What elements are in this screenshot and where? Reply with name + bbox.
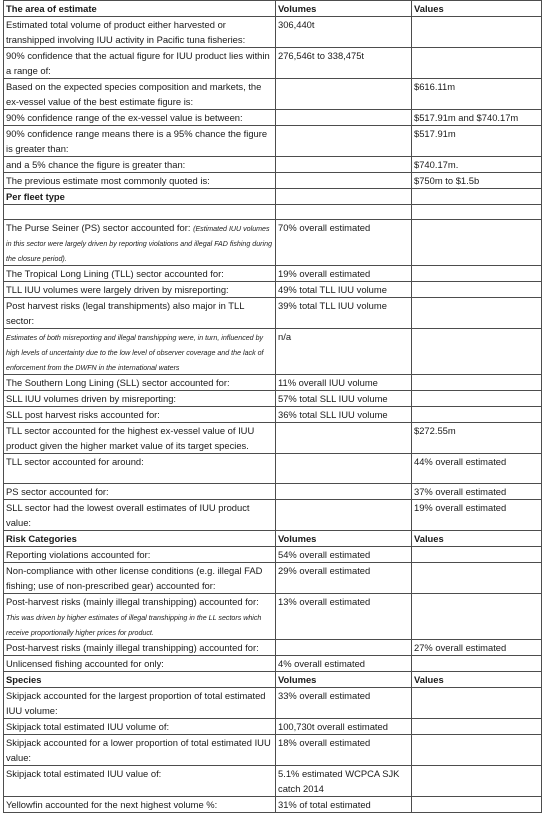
estimate-cell [4,531,276,547]
estimate-cell [4,329,276,375]
volume-cell [276,500,412,531]
value-cell [412,391,542,407]
value-cell [412,110,542,126]
estimate-cell [4,797,276,813]
estimate-text: Species [6,674,42,685]
table-row [4,110,542,126]
estimate-cell [4,79,276,110]
estimate-text: Post harvest risks (legal transhipments) also major in TLL sector: [6,300,245,326]
volume-cell [276,735,412,766]
volume-text: 4% overall estimated [278,658,366,669]
volume-cell [276,79,412,110]
estimate-cell [4,220,276,266]
estimate-cell [4,266,276,282]
estimate-text: Skipjack accounted for a lower proportion of total estimated IUU value: [6,737,271,763]
value-text: $750m to $1.5b [414,175,480,186]
estimate-cell [4,423,276,454]
table-row [4,391,542,407]
volume-text: Volumes [278,3,317,14]
volume-cell [276,656,412,672]
volume-cell [276,688,412,719]
estimate-cell [4,547,276,563]
value-cell [412,594,542,640]
volume-cell [276,594,412,640]
volume-text: 70% overall estimated [278,222,371,233]
volume-text: 39% total TLL IUU volume [278,300,387,311]
table-row [4,688,542,719]
volume-cell [276,672,412,688]
volume-text: 18% overall estimated [278,737,371,748]
estimate-cell [4,672,276,688]
volume-cell [276,391,412,407]
volume-text: 276,546t to 338,475t [278,50,365,61]
volume-text: 13% overall estimated [278,596,371,607]
table-row [4,157,542,173]
estimate-text: Per fleet type [6,191,65,202]
estimate-cell [4,484,276,500]
estimate-cell [4,563,276,594]
estimate-text: Risk Categories [6,533,77,544]
volume-cell [276,282,412,298]
volume-text: 19% overall estimated [278,268,371,279]
table-row [4,640,542,656]
volume-text: 306,440t [278,19,315,30]
table-row [4,407,542,423]
estimate-text: SLL post harvest risks accounted for: [6,409,160,420]
value-cell [412,17,542,48]
footnote-text: This was driven by higher estimates of illegal transhipping in the LL sectors which receive proportionally higher prices for product. [6,614,262,637]
table-row [4,454,542,484]
table-row [4,329,542,375]
volume-text: 100,730t overall estimated [278,721,388,732]
value-cell [412,766,542,797]
iuu-estimates-table [3,0,542,813]
value-text: 44% overall estimated [414,456,507,467]
volume-cell [276,484,412,500]
estimate-text: The Southern Long Lining (SLL) sector accounted for: [6,377,230,388]
value-text: 37% overall estimated [414,486,507,497]
value-cell [412,126,542,157]
estimate-text: Yellowfin accounted for the next highest volume %: [6,799,218,810]
estimate-cell [4,407,276,423]
value-cell [412,282,542,298]
estimate-text: The Purse Seiner (PS) sector accounted for: [6,222,191,233]
volume-text: 29% overall estimated [278,565,371,576]
estimate-cell [4,688,276,719]
estimate-cell [4,454,276,484]
estimate-cell [4,298,276,329]
table-row [4,766,542,797]
section-header-row [4,531,542,547]
value-text: 19% overall estimated [414,502,507,513]
value-cell [412,531,542,547]
estimate-cell [4,640,276,656]
volume-cell [276,563,412,594]
table-row [4,719,542,735]
estimate-text: 90% confidence range of the ex-vessel value is between: [6,112,243,123]
table-row [4,17,542,48]
volume-text: 31% of total estimated [278,799,371,810]
table-row [4,79,542,110]
estimate-text: TLL sector accounted for the highest ex-vessel value of IUU product given the higher market value of its target species. [6,425,255,451]
value-text: $517.91m and $740.17m [414,112,519,123]
estimate-cell [4,282,276,298]
table-row [4,205,542,220]
estimate-text: Non-compliance with other license conditions (e.g. illegal FAD fishing; use of non-prescribed gear) accounted for: [6,565,263,591]
value-cell [412,189,542,205]
estimate-text: Skipjack accounted for the largest proportion of total estimated IUU volume: [6,690,266,716]
volume-text: 57% total SLL IUU volume [278,393,388,404]
table-row [4,797,542,813]
estimate-text: The previous estimate most commonly quoted is: [6,175,210,186]
value-cell [412,735,542,766]
volume-text: 33% overall estimated [278,690,371,701]
estimate-text: Skipjack total estimated IUU value of: [6,768,162,779]
estimate-cell [4,656,276,672]
value-cell [412,563,542,594]
estimate-text: Based on the expected species composition and markets, the ex-vessel value of the best estimate figure is: [6,81,262,107]
value-cell [412,157,542,173]
value-cell [412,375,542,391]
estimate-cell [4,48,276,79]
volume-cell [276,797,412,813]
estimate-text: SLL IUU volumes driven by misreporting: [6,393,177,404]
volume-cell [276,423,412,454]
estimate-cell [4,391,276,407]
table-row [4,594,542,640]
value-text: Values [414,533,444,544]
volume-cell [276,375,412,391]
estimate-cell [4,126,276,157]
estimate-text: and a 5% chance the figure is greater than: [6,159,186,170]
volume-text: Volumes [278,533,317,544]
volume-text: Volumes [278,674,317,685]
estimate-cell [4,205,276,220]
estimate-cell [4,766,276,797]
value-cell [412,407,542,423]
value-cell [412,173,542,189]
volume-text: 54% overall estimated [278,549,371,560]
value-text: $740.17m. [414,159,459,170]
table-row [4,563,542,594]
volume-cell [276,454,412,484]
value-cell [412,454,542,484]
table-row [4,282,542,298]
value-cell [412,547,542,563]
section-header-row [4,189,542,205]
estimate-text: 90% confidence that the actual figure for IUU product lies within a range of: [6,50,270,76]
volume-cell [276,110,412,126]
footnote-text: (Estimated IUU volumes in this sector were largely driven by reporting violations and illegal FAD fishing during the closure period). [6,225,273,263]
volume-cell [276,126,412,157]
estimate-text: Post-harvest risks (mainly illegal transhipping) accounted for: [6,642,259,653]
estimate-cell [4,17,276,48]
estimate-cell [4,594,276,640]
value-cell [412,266,542,282]
volume-cell [276,205,412,220]
value-cell [412,719,542,735]
value-cell [412,672,542,688]
estimate-text: 90% confidence range means there is a 95% chance the figure is greater than: [6,128,268,154]
estimate-cell [4,375,276,391]
table-row [4,375,542,391]
estimate-cell [4,1,276,17]
estimate-cell [4,500,276,531]
table-row [4,126,542,157]
volume-cell [276,407,412,423]
volume-cell [276,640,412,656]
estimate-cell [4,157,276,173]
estimate-text: Skipjack total estimated IUU volume of: [6,721,170,732]
table-row [4,298,542,329]
value-text: $517.91m [414,128,456,139]
value-cell [412,298,542,329]
volume-cell [276,719,412,735]
value-cell [412,423,542,454]
table-row [4,48,542,79]
table-row [4,484,542,500]
estimate-text: Unlicensed fishing accounted for only: [6,658,164,669]
value-text: Values [414,674,444,685]
value-cell [412,640,542,656]
estimate-text: The Tropical Long Lining (TLL) sector accounted for: [6,268,224,279]
table-row [4,547,542,563]
value-text: 27% overall estimated [414,642,507,653]
value-text: $272.55m [414,425,456,436]
section-header-row [4,1,542,17]
value-cell [412,48,542,79]
volume-text: 5.1% estimated WCPCA SJK catch 2014 [278,768,400,794]
estimate-text: Post-harvest risks (mainly illegal transhipping) accounted for: [6,596,259,607]
section-header-row [4,672,542,688]
volume-text: 11% overall IUU volume [278,377,378,388]
value-cell [412,329,542,375]
table-row [4,735,542,766]
estimate-text: SLL sector had the lowest overall estimates of IUU product value: [6,502,250,528]
volume-cell [276,189,412,205]
value-text: Values [414,3,444,14]
volume-cell [276,266,412,282]
estimate-text: Estimates of both misreporting and illegal transhipping were, in turn, influenced by high levels of uncertainty due to the low level of observer coverage and the lack of enforcement from the DWFN in the international waters [6,334,264,372]
estimate-cell [4,189,276,205]
table-row [4,220,542,266]
estimate-cell [4,173,276,189]
volume-cell [276,531,412,547]
volume-cell [276,157,412,173]
volume-cell [276,547,412,563]
volume-text: 36% total SLL IUU volume [278,409,388,420]
volume-cell [276,298,412,329]
value-cell [412,688,542,719]
table-row [4,173,542,189]
table-row [4,500,542,531]
volume-text: n/a [278,331,292,342]
value-cell [412,205,542,220]
estimate-text: TLL sector accounted for around: [6,456,144,467]
volume-cell [276,1,412,17]
volume-cell [276,220,412,266]
value-text: $616.11m [414,81,456,92]
value-cell [412,79,542,110]
volume-cell [276,17,412,48]
value-cell [412,656,542,672]
estimate-cell [4,110,276,126]
estimate-text: TLL IUU volumes were largely driven by misreporting: [6,284,229,295]
volume-cell [276,173,412,189]
volume-cell [276,329,412,375]
value-cell [412,797,542,813]
table-row [4,656,542,672]
estimate-text: PS sector accounted for: [6,486,109,497]
value-cell [412,220,542,266]
estimate-cell [4,719,276,735]
table-row [4,266,542,282]
value-cell [412,484,542,500]
table-row [4,423,542,454]
value-cell [412,1,542,17]
volume-cell [276,766,412,797]
volume-text: 49% total TLL IUU volume [278,284,387,295]
estimate-cell [4,735,276,766]
estimate-text: The area of estimate [6,3,97,14]
estimate-text: Estimated total volume of product either harvested or transhipped involving IUU activity in Pacific tuna fisheries: [6,19,246,45]
value-cell [412,500,542,531]
volume-cell [276,48,412,79]
estimate-text: Reporting violations accounted for: [6,549,151,560]
